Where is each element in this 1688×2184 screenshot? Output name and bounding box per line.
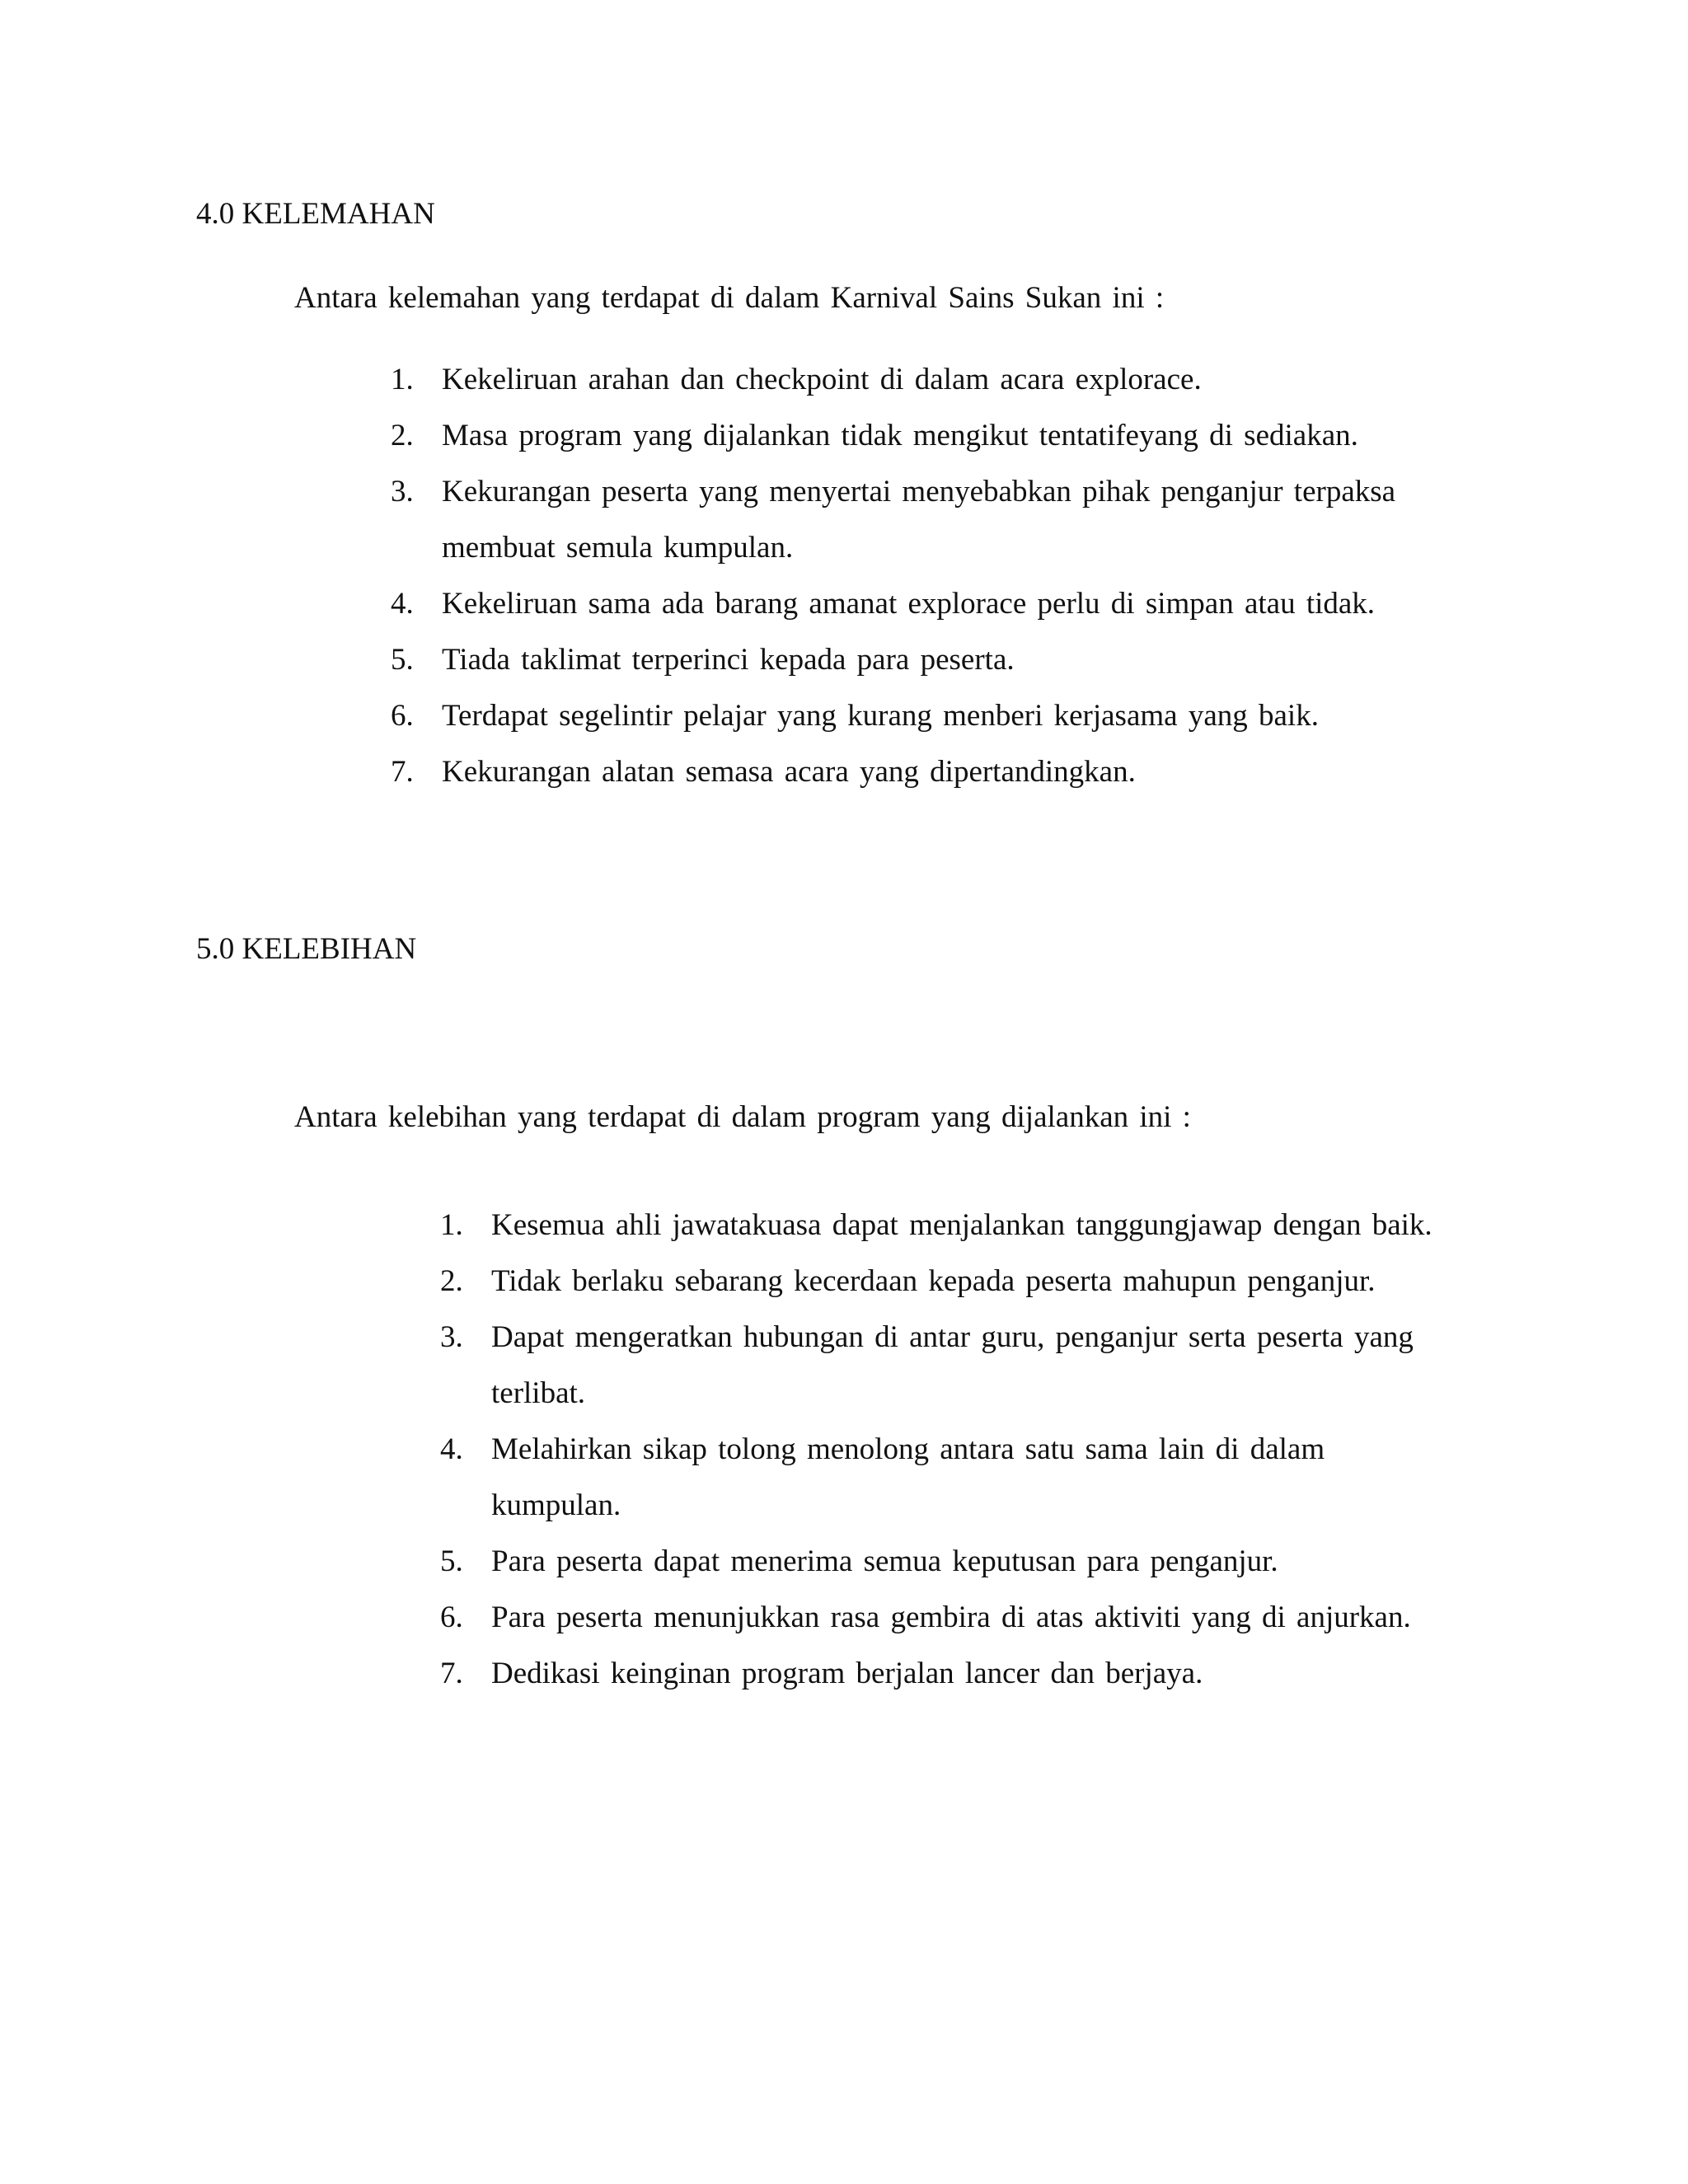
list-item [440,1310,1454,1422]
list-item [440,1422,1454,1534]
list-item-number: 1. [440,1208,463,1242]
list-item-text: Tiada taklimat terperinci kepada para peserta. [442,643,1015,677]
list-item [391,464,1454,576]
list-item-number: 7. [440,1657,463,1690]
list-item [440,1534,1454,1590]
section-intro-kelemahan: Antara kelemahan yang terdapat di dalam Karnival Sains Sukan ini : [294,281,1165,315]
list-item-text: Kekeliruan arahan dan checkpoint di dalam acara explorace. [442,363,1202,396]
list-item-text: Para peserta menunjukkan rasa gembira di atas aktiviti yang di anjurkan. [491,1601,1411,1634]
list-item-text: Para peserta dapat menerima semua keputusan para penganjur. [491,1544,1278,1578]
list-item-text: Melahirkan sikap tolong menolong antara satu sama lain di dalam kumpulan. [491,1432,1325,1522]
list-item-number: 4. [391,587,414,621]
list-item [391,576,1454,632]
list-item-number: 1. [391,363,414,396]
list-item [391,688,1454,744]
list-item-number: 5. [391,643,414,677]
list-item-text: Masa program yang dijalankan tidak mengikut tentatifeyang di sediakan. [442,419,1358,452]
list-item [391,632,1454,688]
list-item-text: Kekurangan peserta yang menyertai menyebabkan pihak penganjur terpaksa membuat semula kumpulan. [442,475,1396,565]
kelemahan-list [391,352,1454,800]
list-item [391,352,1454,408]
list-item-number: 6. [440,1601,463,1634]
list-item-number: 3. [391,475,414,509]
list-item-text: Dapat mengeratkan hubungan di antar guru, penganjur serta peserta yang terlibat. [491,1320,1414,1410]
list-item-text: Terdapat segelintir pelajar yang kurang menberi kerjasama yang baik. [442,699,1319,733]
list-item [440,1590,1454,1646]
list-item-text: Kesemua ahli jawatakuasa dapat menjalankan tanggungjawap dengan baik. [491,1208,1432,1242]
list-item-number: 7. [391,755,414,789]
list-item-text: Kekeliruan sama ada barang amanat explorace perlu di simpan atau tidak. [442,587,1376,621]
list-item-number: 3. [440,1320,463,1354]
list-item-number: 2. [440,1264,463,1298]
list-item-number: 6. [391,699,414,733]
list-item [440,1197,1454,1254]
list-item-number: 2. [391,419,414,452]
section-heading-kelemahan: 4.0 KELEMAHAN [196,197,435,231]
section-heading-kelebihan: 5.0 KELEBIHAN [196,932,417,966]
list-item [440,1254,1454,1310]
list-item-text: Tidak berlaku sebarang kecerdaan kepada peserta mahupun penganjur. [491,1264,1376,1298]
list-item [391,744,1454,800]
list-item-number: 5. [440,1544,463,1578]
list-item-number: 4. [440,1432,463,1466]
section-intro-kelebihan: Antara kelebihan yang terdapat di dalam program yang dijalankan ini : [294,1100,1191,1134]
list-item-text: Kekurangan alatan semasa acara yang dipertandingkan. [442,755,1136,789]
kelebihan-list [440,1197,1454,1702]
list-item [391,408,1454,464]
list-item-text: Dedikasi keinginan program berjalan lancer dan berjaya. [491,1657,1203,1690]
list-item [440,1646,1454,1702]
